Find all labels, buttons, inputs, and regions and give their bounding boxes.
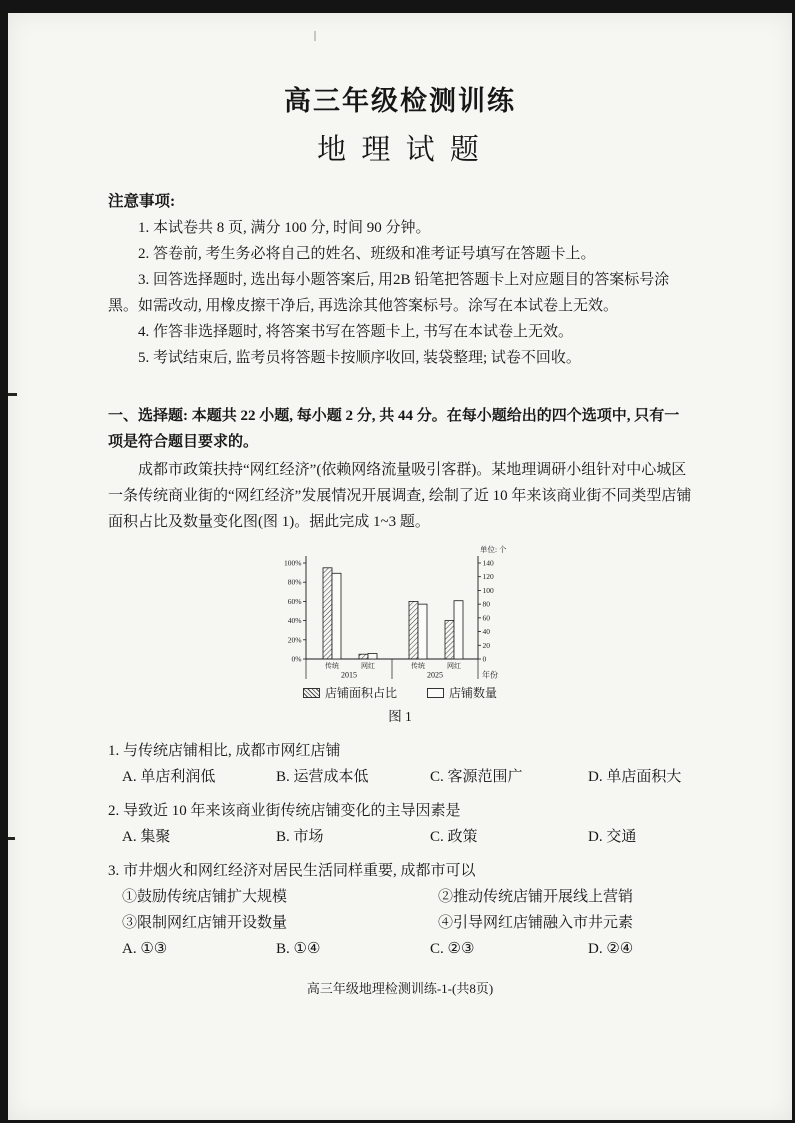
- svg-text:2025: 2025: [427, 670, 443, 680]
- legend-swatch-count: [427, 688, 444, 698]
- notice-heading: 注意事项:: [108, 193, 176, 210]
- question-2-stem: 2. 导致近 10 年来该商业街传统店铺变化的主导因素是: [108, 803, 461, 819]
- option-2d: D. 交通: [588, 829, 637, 845]
- figure-caption: 图 1: [388, 709, 412, 724]
- question-1-options: [108, 764, 692, 790]
- svg-text:80%: 80%: [287, 577, 302, 587]
- notice-item-5: 5. 考试结束后, 监考员将答题卡按顺序收回, 装袋整理; 试卷不回收。: [138, 350, 581, 366]
- intro-paragraph: 成都市政策扶持“网红经济”(依赖网络流量吸引客群)。某地理调研小组针对中心城区一条传统商业街的“网红经济”发展情况开展调查, 绘制了近 10 年来该商业街不同类型店铺面积占比及数量变化图(图 1)。据此完成 1~3 题。: [108, 462, 692, 530]
- sub-option-2: ②推动传统店铺开展线上营销: [438, 889, 634, 905]
- option-3c: C. ②③: [430, 941, 475, 957]
- svg-text:40%: 40%: [287, 616, 302, 626]
- svg-text:100: 100: [482, 585, 494, 595]
- svg-text:100%: 100%: [284, 558, 302, 568]
- option-2a: A. 集聚: [122, 829, 171, 845]
- scanned-page: [8, 13, 792, 1120]
- svg-text:60%: 60%: [287, 596, 302, 606]
- sub-option-4: ④引导网红店铺融入市井元素: [438, 915, 634, 931]
- option-3a: A. ①③: [122, 941, 168, 957]
- notice-item-1: 1. 本试卷共 8 页, 满分 100 分, 时间 90 分钟。: [138, 220, 431, 236]
- question-3-sub-options: [108, 884, 692, 936]
- svg-text:60: 60: [482, 613, 490, 623]
- question-2-options: [108, 824, 692, 850]
- svg-text:网红: 网红: [361, 662, 375, 670]
- svg-text:40: 40: [482, 627, 490, 637]
- svg-text:0: 0: [482, 654, 487, 664]
- notice-item-3: 3. 回答选择题时, 选出每小题答案后, 用2B 铅笔把答题卡上对应题目的答案标号涂黑。如需改动, 用橡皮擦干净后, 再选涂其他答案标号。涂写在本试卷上无效。: [108, 272, 670, 314]
- notice-list: [108, 215, 692, 371]
- page-content: [108, 13, 692, 1002]
- notice-item-4: 4. 作答非选择题时, 将答案书写在答题卡上, 书写在本试卷上无效。: [138, 324, 574, 340]
- page-footer: 高三年级地理检测训练-1-(共8页): [306, 981, 494, 996]
- svg-text:网红: 网红: [447, 662, 461, 670]
- option-1b: B. 运营成本低: [276, 769, 369, 785]
- document-subtitle: 地 理 试 题: [317, 134, 483, 166]
- option-1d: D. 单店面积大: [588, 769, 682, 785]
- notice-item-2: 2. 答卷前, 考生务必将自己的姓名、班级和准考证号填写在答题卡上。: [138, 246, 596, 262]
- scan-artifact-mark: [8, 393, 17, 396]
- option-1a: A. 单店利润低: [122, 769, 216, 785]
- svg-text:80: 80: [482, 599, 490, 609]
- option-3b: B. ①④: [276, 941, 321, 957]
- bar-chart: [266, 541, 534, 683]
- question-2: [108, 798, 692, 850]
- question-1-stem: 1. 与传统店铺相比, 成都市网红店铺: [108, 743, 341, 759]
- document-title: 高三年级检测训练: [284, 86, 516, 116]
- option-3d: D. ②④: [588, 941, 634, 957]
- question-3: [108, 858, 692, 962]
- legend-item-area: [303, 685, 397, 701]
- option-2b: B. 市场: [276, 829, 324, 845]
- svg-text:140: 140: [482, 558, 494, 568]
- chart-legend: [250, 685, 550, 701]
- svg-text:单位: 个: 单位: 个: [480, 545, 507, 554]
- figure-1: [250, 541, 550, 730]
- question-3-stem: 3. 市井烟火和网红经济对居民生活同样重要, 成都市可以: [108, 863, 476, 879]
- sub-option-1: ①鼓励传统店铺扩大规模: [122, 889, 288, 905]
- legend-label-count: 店铺数量: [449, 686, 498, 700]
- svg-text:20: 20: [482, 640, 490, 650]
- section-heading: 一、选择题: 本题共 22 小题, 每小题 2 分, 共 44 分。在每小题给出的四个选项中, 只有一项是符合题目要求的。: [108, 408, 680, 450]
- legend-label-area: 店铺面积占比: [324, 686, 397, 700]
- option-1c: C. 客源范围广: [430, 769, 523, 785]
- question-1: [108, 738, 692, 790]
- svg-text:2015: 2015: [341, 670, 357, 680]
- option-2c: C. 政策: [430, 829, 478, 845]
- question-3-options: [108, 936, 692, 962]
- legend-item-count: [427, 685, 497, 701]
- svg-text:年份: 年份: [482, 670, 498, 680]
- svg-text:传统: 传统: [325, 662, 339, 670]
- svg-text:120: 120: [482, 572, 494, 582]
- svg-text:传统: 传统: [411, 662, 425, 670]
- legend-swatch-area: [303, 688, 320, 698]
- svg-text:20%: 20%: [287, 635, 302, 645]
- sub-option-3: ③限制网红店铺开设数量: [122, 915, 288, 931]
- scan-artifact-mark: [8, 837, 15, 840]
- svg-text:0%: 0%: [291, 654, 302, 664]
